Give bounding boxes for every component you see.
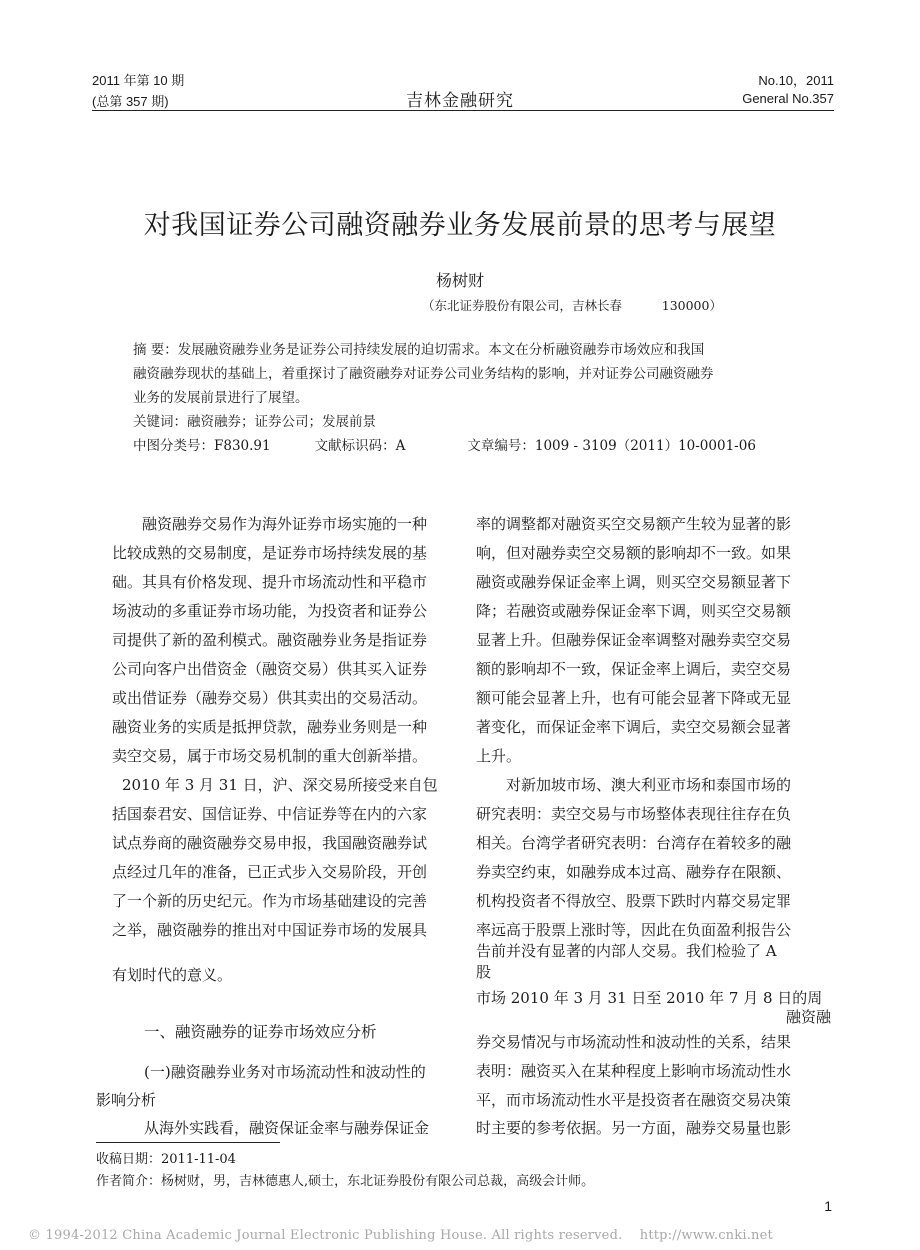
paragraph-line: 卖空交易，属于市场交易机制的重大创新举措。 <box>112 747 428 765</box>
paragraph-line: 表明：融资买入在某种程度上影响市场流动性水 <box>476 1062 792 1080</box>
paragraph-line: 显著上升。但融券保证金率调整对融券卖空交易 <box>476 631 792 649</box>
section-heading: 一、融资融券的证券市场效应分析 <box>144 1023 377 1041</box>
paragraph-line: 融资融 <box>786 1008 832 1026</box>
paragraph-line: 从海外实践看，融资保证金率与融券保证金 <box>144 1119 430 1137</box>
paragraph-line: 融资业务的实质是抵押贷款，融券业务则是一种 <box>112 718 428 736</box>
paragraph-line: 时主要的参考依据。另一方面，融券交易量也影 <box>476 1119 792 1137</box>
paragraph-line: 股 <box>476 963 492 981</box>
paragraph-line: 机构投资者不得放空、股票下跌时内幕交易定罪 <box>476 892 792 910</box>
header-rule <box>92 110 834 111</box>
journal-name: 吉林金融研究 <box>406 91 514 111</box>
paragraph-line: 之举，融资融券的推出对中国证券市场的发展具 <box>112 921 428 939</box>
paragraph-line: 融资或融券保证金率上调，则买空交易额显著下 <box>476 573 792 591</box>
paragraph-line: 券卖空约束，如融券成本过高、融券存在限额、 <box>476 863 792 881</box>
abstract-line: 融资融券现状的基础上，着重探讨了融资融券对证券公司业务结构的影响，并对证券公司融资融券 <box>133 366 714 382</box>
abstract-line: 摘 要：发展融资融券业务是证券公司持续发展的迫切需求。本文在分析融资融券市场效应和我国 <box>133 342 705 358</box>
general-number-en: General No.357 <box>742 91 834 106</box>
paragraph-line: 额的影响却不一致，保证金率上调后，卖空交易 <box>476 660 792 678</box>
paragraph-line: 率的调整都对融资买空交易额产生较为显著的影 <box>476 515 792 533</box>
issue-number-en: No.10，2011 <box>758 73 834 88</box>
paragraph-line: 了一个新的历史纪元。作为市场基础建设的完善 <box>112 892 428 910</box>
paragraph-line: 司提供了新的盈利模式。融资融券业务是指证券 <box>112 631 428 649</box>
subsection-heading-cont: 影响分析 <box>96 1091 157 1109</box>
author-affiliation: （东北证券股份有限公司，吉林长春 130000） <box>422 298 722 313</box>
paragraph-line: 相关。台湾学者研究表明：台湾存在着较多的融 <box>476 834 792 852</box>
paragraph-line: 率远高于股票上涨时等，因此在负面盈利报告公 <box>476 921 792 939</box>
document-code: 文献标识码：A <box>314 438 406 454</box>
issue-info: 2011 年第 10 期 <box>92 73 185 88</box>
article-title: 对我国证券公司融资融券业务发展前景的思考与展望 <box>143 210 777 241</box>
footnote-rule <box>96 1142 280 1143</box>
paragraph-line: 告前并没有显著的内部人交易。我们检验了 A <box>476 942 777 960</box>
paragraph-line: 场波动的多重证券市场功能，为投资者和证券公 <box>112 602 428 620</box>
paragraph-line: 研究表明：卖空交易与市场整体表现往往存在负 <box>476 805 792 823</box>
paragraph-line: 平，而市场流动性水平是投资者在融资交易决策 <box>476 1091 792 1109</box>
paragraph-line: 上升。 <box>476 747 522 765</box>
paragraph-line: 券交易情况与市场流动性和波动性的关系，结果 <box>476 1033 792 1051</box>
paragraph-line: 著变化，而保证金率下调后，卖空交易额会显著 <box>476 718 792 736</box>
issue-total: (总第 357 期) <box>92 94 169 109</box>
keywords: 关键词：融资融券；证券公司；发展前景 <box>133 414 376 430</box>
paragraph-line: 融资融券交易作为海外证券市场实施的一种 <box>142 515 428 533</box>
abstract-line: 业务的发展前景进行了展望。 <box>133 390 309 406</box>
classification-line <box>133 434 793 458</box>
page-number: 1 <box>824 1198 832 1214</box>
paragraph-line: 有划时代的意义。 <box>112 966 233 984</box>
paragraph-line: 2010 年 3 月 31 日，沪、深交易所接受来自包 <box>122 776 438 794</box>
paragraph-line: 额可能会显著上升，也有可能会显著下降或无显 <box>476 689 792 707</box>
paragraph-line: 或出借证券（融券交易）供其卖出的交易活动。 <box>112 689 428 707</box>
received-date: 收稿日期：2011-11-04 <box>96 1152 236 1167</box>
paragraph-line: 市场 2010 年 3 月 31 日至 2010 年 7 月 8 日的周 <box>476 989 823 1007</box>
paragraph-line: 响，但对融券卖空交易额的影响却不一致。如果 <box>476 544 792 562</box>
author-bio: 作者简介：杨树财，男，吉林德惠人,硕士，东北证券股份有限公司总裁，高级会计师。 <box>96 1174 595 1189</box>
copyright-watermark: © 1994-2012 China Academic Journal Electronic Publishing House. All rights reserved. http://www.cnki.net <box>28 1228 773 1243</box>
paragraph-line: 比较成熟的交易制度，是证券市场持续发展的基 <box>112 544 428 562</box>
paragraph-line: 础。其具有价格发现、提升市场流动性和平稳市 <box>112 573 428 591</box>
author-name: 杨树财 <box>435 271 484 290</box>
paragraph-line: 括国泰君安、国信证券、中信证券等在内的六家 <box>112 805 428 823</box>
abstract <box>133 338 793 458</box>
paragraph-line: 对新加坡市场、澳大利亚市场和泰国市场的 <box>506 776 792 794</box>
subsection-heading: (一)融资融券业务对市场流动性和波动性的 <box>144 1063 426 1081</box>
paragraph-line: 降；若融资或融券保证金率下调，则买空交易额 <box>476 602 792 620</box>
article-number: 文章编号：1009 - 3109（2011）10-0001-06 <box>467 438 756 454</box>
paragraph-line: 试点券商的融资融券交易申报，我国融资融券试 <box>112 834 428 852</box>
clc-number: 中图分类号：F830.91 <box>133 438 271 454</box>
paragraph-line: 公司向客户出借资金（融资交易）供其买入证券 <box>112 660 428 678</box>
paragraph-line: 点经过几年的准备，已正式步入交易阶段，开创 <box>112 863 428 881</box>
